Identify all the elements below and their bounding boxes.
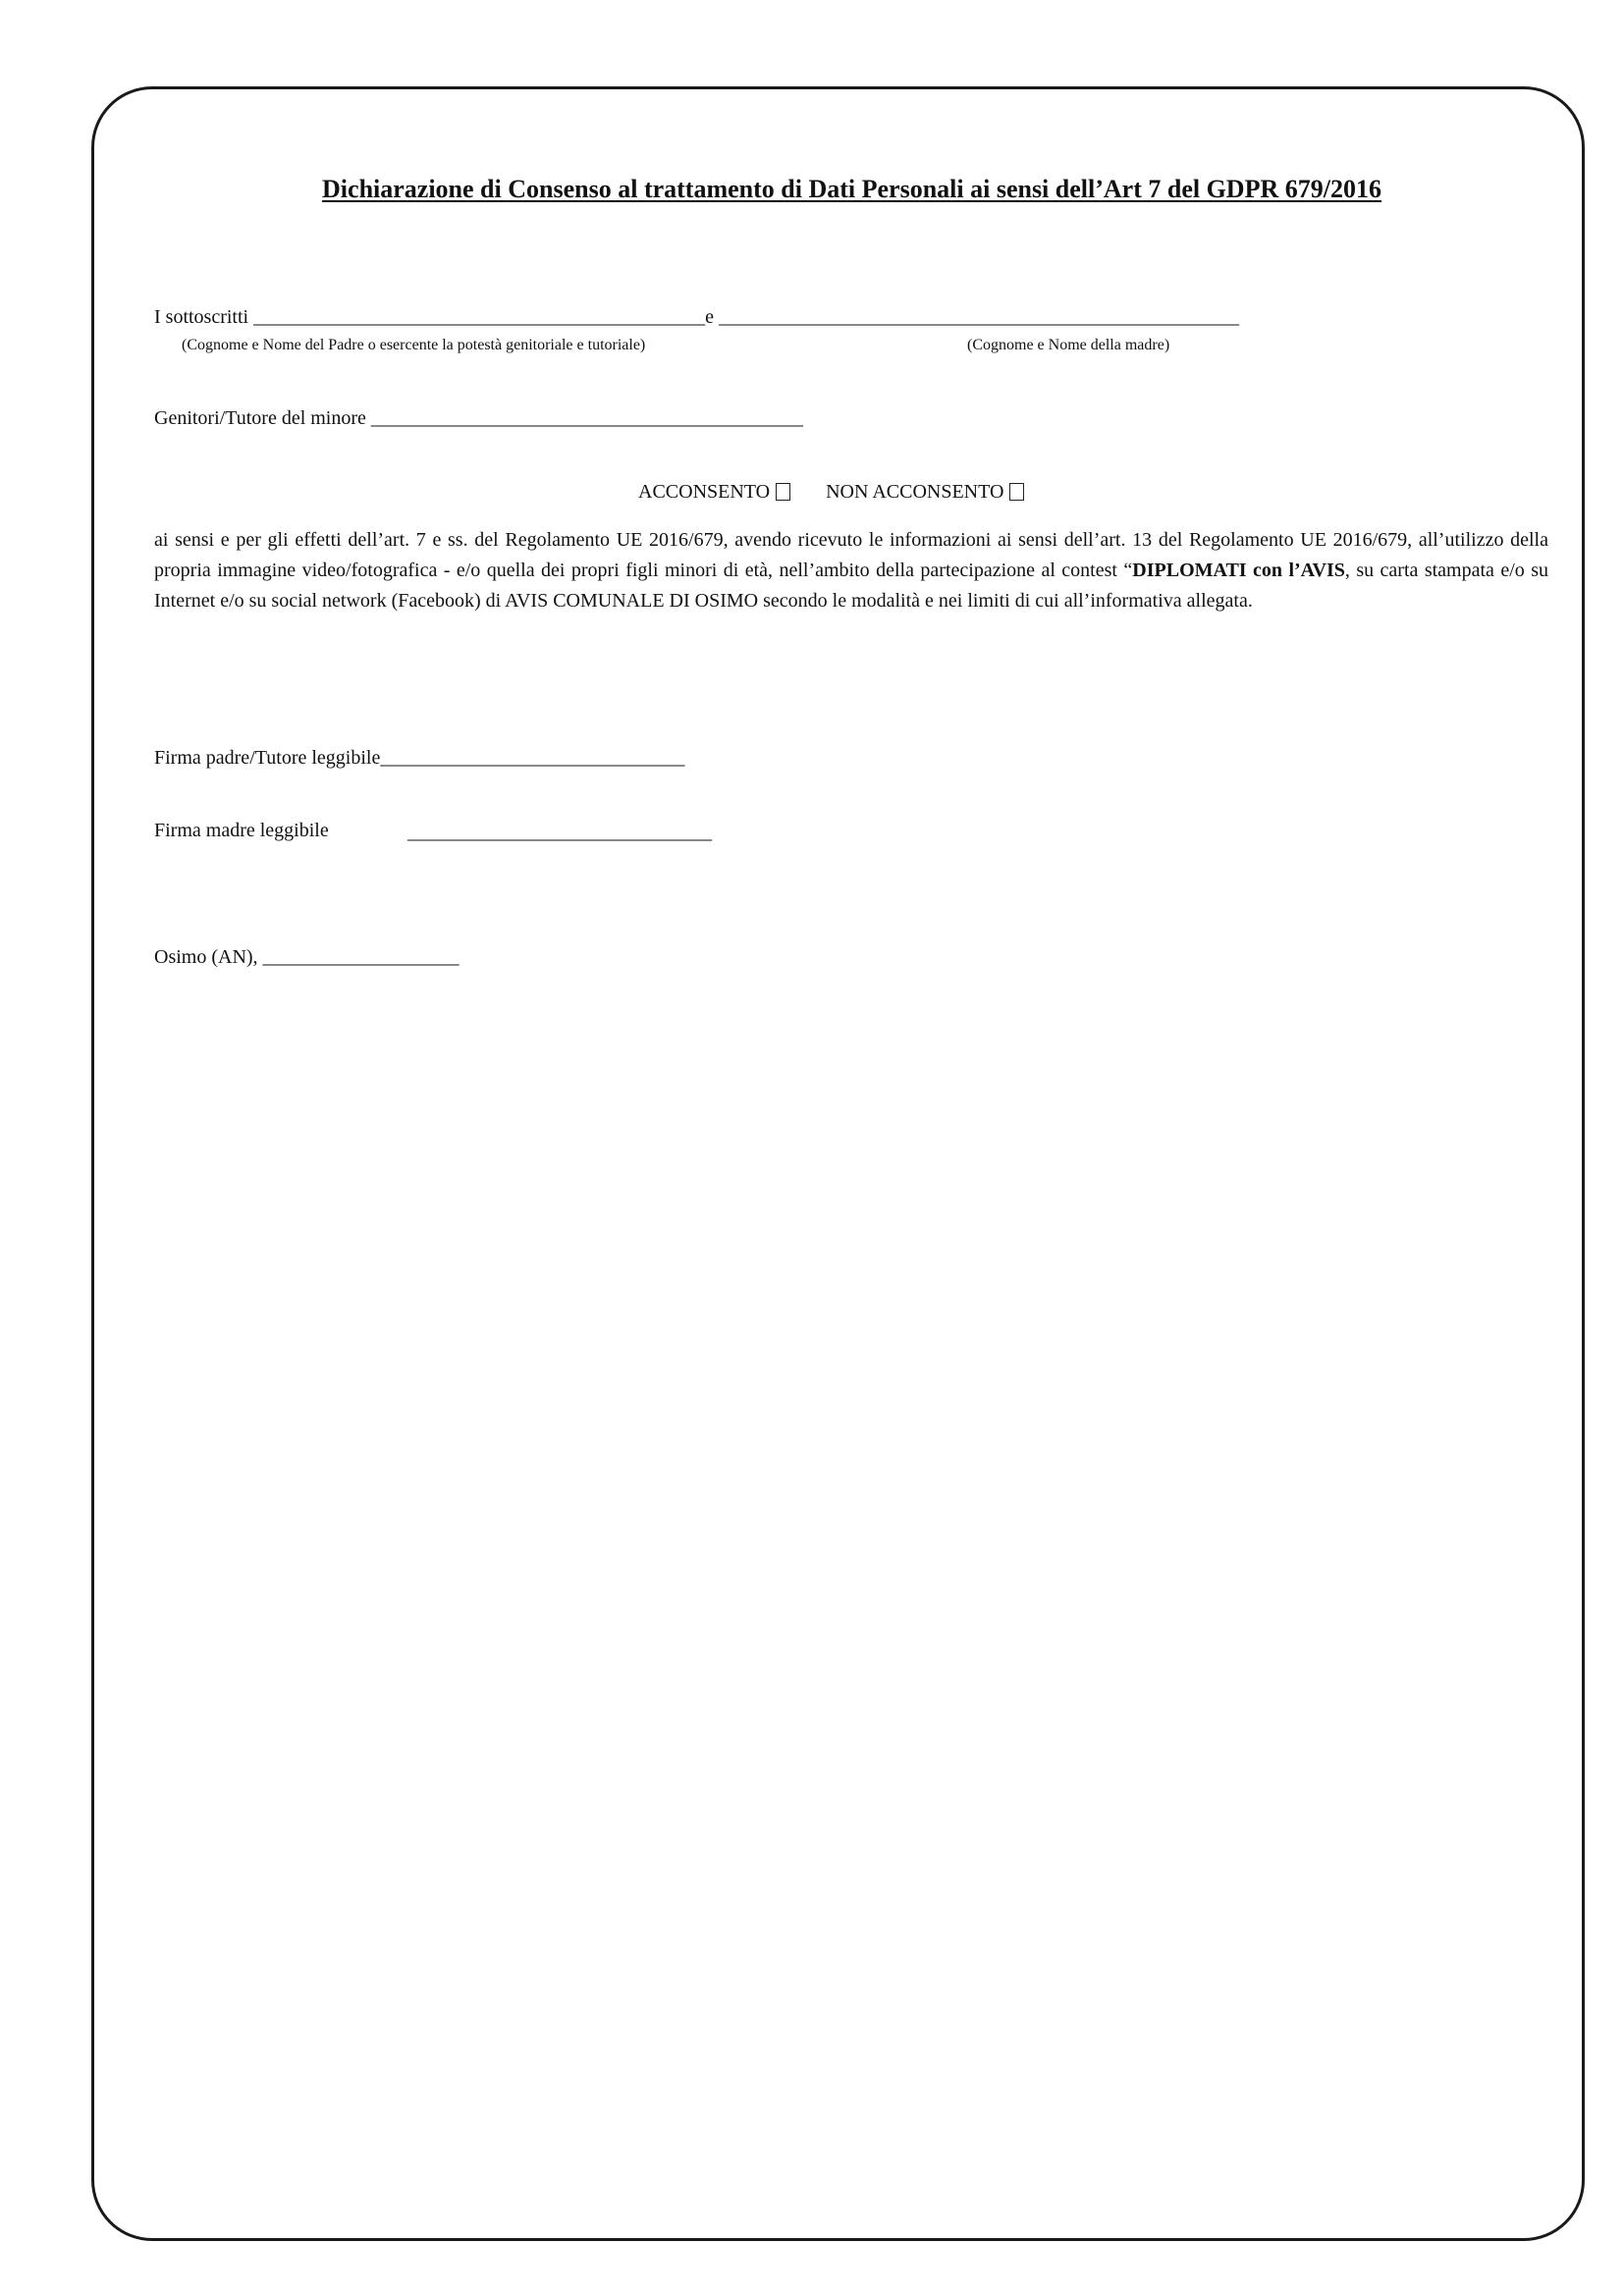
signatories-prefix: I sottoscritti	[154, 306, 249, 328]
document-title: Dichiarazione di Consenso al trattamento di Dati Personali ai sensi dell’Art 7 del GDPR 679/2016	[322, 175, 1381, 203]
accept-label: ACCONSENTO	[638, 481, 771, 503]
place-label: Osimo (AN),	[154, 946, 258, 968]
paragraph-text-1: ai sensi e per gli effetti dell’art. 7 e ss. del Regolamento UE 2016/679, avendo ricevuto le informazioni ai sensi dell’art. 13 del Regolamento UE 2016/679, all’utilizzo della propria immagine video/fotografica - e/o quella dei propri figli minori di età, nell’ambito della partecipazione al contest “	[154, 529, 1548, 581]
paragraph-text-bold: DIPLOMATI con l’AVIS	[1132, 560, 1345, 581]
decline-label: NON ACCONSENTO	[826, 481, 1004, 503]
paragraph-text-2: , su carta stampata e/o su Internet e/o su social network (Facebook) di AVIS COMUNALE DI OSIMO secondo le modalità e nei limiti di cui all’informativa allegata.	[154, 560, 1548, 612]
signatories-line	[154, 304, 1239, 330]
guardian-label: Genitori/Tutore del minore	[154, 407, 366, 429]
father-signature-line	[154, 745, 684, 771]
place-date-line	[154, 944, 460, 970]
decline-checkbox[interactable]	[1009, 483, 1024, 501]
mother-signature-line	[154, 818, 329, 843]
caption-mother: (Cognome e Nome della madre)	[967, 337, 1170, 353]
mother-name-field[interactable]: _____________________________________________________	[714, 306, 1239, 328]
consent-paragraph	[154, 525, 1548, 616]
mother-signature-field[interactable]: _______________________________	[407, 822, 712, 843]
mother-signature-label: Firma madre leggibile	[154, 820, 329, 841]
conjunction-text: e	[705, 306, 714, 328]
father-name-field[interactable]: ______________________________________________	[253, 306, 706, 328]
accept-checkbox[interactable]	[776, 483, 790, 501]
father-signature-field[interactable]: _______________________________	[380, 747, 685, 769]
date-field[interactable]: ____________________	[257, 946, 460, 968]
guardian-name-field[interactable]: ____________________________________________	[365, 407, 803, 429]
guardian-line	[154, 405, 803, 431]
consent-options	[638, 479, 1024, 505]
father-signature-label: Firma padre/Tutore leggibile	[154, 747, 381, 769]
caption-father: (Cognome e Nome del Padre o esercente la potestà genitoriale e tutoriale)	[182, 337, 646, 353]
